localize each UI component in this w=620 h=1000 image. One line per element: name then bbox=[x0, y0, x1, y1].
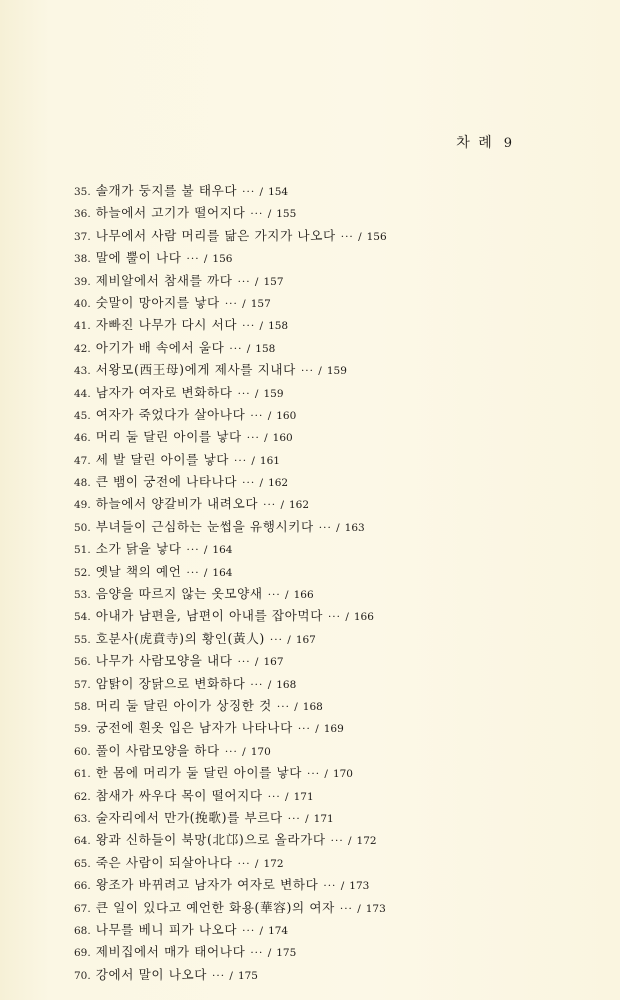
entry-title: 술자리에서 만가(挽歌)를 부르다 bbox=[95, 809, 283, 825]
entry-page: 175 bbox=[237, 969, 258, 982]
entry-number: 66. bbox=[74, 880, 91, 893]
entry-number: 41. bbox=[74, 320, 91, 333]
entry-leader: ··· / bbox=[242, 477, 265, 490]
toc-entry bbox=[74, 628, 544, 650]
toc-entry bbox=[74, 359, 544, 381]
entry-page: 158 bbox=[255, 342, 276, 355]
entry-page: 175 bbox=[276, 947, 297, 960]
entry-title: 참새가 싸우다 목이 떨어지다 bbox=[95, 787, 263, 803]
entry-number: 50. bbox=[74, 521, 91, 534]
toc-entry bbox=[74, 897, 544, 919]
toc-entry bbox=[74, 426, 544, 448]
entry-title: 하늘에서 고기가 떨어지다 bbox=[95, 205, 246, 221]
entry-number: 63. bbox=[74, 812, 91, 825]
entry-page: 164 bbox=[212, 544, 233, 557]
entry-title: 궁전에 흰옷 입은 남자가 나타나다 bbox=[95, 720, 293, 736]
entry-number: 42. bbox=[74, 342, 91, 355]
entry-page: 167 bbox=[295, 633, 316, 646]
toc-entry bbox=[74, 493, 544, 515]
toc-entry bbox=[74, 762, 544, 784]
entry-number: 49. bbox=[74, 499, 91, 512]
entry-leader: ··· / bbox=[237, 656, 260, 669]
toc-entry bbox=[74, 516, 544, 538]
entry-number: 40. bbox=[74, 297, 91, 310]
toc-entry bbox=[74, 202, 544, 224]
entry-page: 161 bbox=[259, 454, 280, 467]
entry-leader: ··· / bbox=[246, 432, 269, 445]
entry-page: 158 bbox=[268, 320, 289, 333]
entry-leader: ··· / bbox=[323, 880, 346, 893]
entry-title: 머리 둘 달린 아이를 낳다 bbox=[95, 429, 242, 445]
entry-leader: ··· / bbox=[340, 230, 363, 243]
entry-number: 45. bbox=[74, 409, 91, 422]
toc-entry bbox=[74, 471, 544, 493]
entry-leader: ··· / bbox=[186, 566, 209, 579]
entry-number: 51. bbox=[74, 544, 91, 557]
toc-entry bbox=[74, 337, 544, 359]
entry-leader: ··· / bbox=[300, 365, 323, 378]
toc-entry bbox=[74, 583, 544, 605]
entry-title: 강에서 말이 나오다 bbox=[95, 966, 208, 982]
entry-page: 166 bbox=[353, 611, 374, 624]
toc-entry bbox=[74, 964, 544, 986]
entry-page: 156 bbox=[366, 230, 387, 243]
entry-title: 아내가 남편을, 남편이 아내를 잡아먹다 bbox=[95, 608, 323, 624]
toc-entry bbox=[74, 449, 544, 471]
entry-page: 170 bbox=[332, 768, 353, 781]
entry-page: 168 bbox=[276, 678, 297, 691]
entry-title: 왕조가 바뀌려고 남자가 여자로 변하다 bbox=[95, 877, 319, 893]
entry-title: 큰 일이 있다고 예언한 화용(華容)의 여자 bbox=[95, 899, 335, 915]
entry-number: 56. bbox=[74, 656, 91, 669]
entry-title: 세 발 달린 아이를 낳다 bbox=[95, 451, 230, 467]
entry-leader: ··· / bbox=[234, 454, 256, 467]
entry-title: 솔개가 둥지를 불 태우다 bbox=[95, 183, 238, 198]
entry-leader: ··· / bbox=[307, 768, 329, 781]
entry-title: 하늘에서 양갈비가 내려오다 bbox=[95, 496, 259, 512]
entry-number: 35. bbox=[74, 186, 91, 198]
entry-number: 61. bbox=[74, 768, 91, 781]
entry-page: 160 bbox=[272, 432, 293, 445]
entry-title: 죽은 사람이 되살아나다 bbox=[95, 854, 233, 870]
entry-leader: ··· / bbox=[263, 499, 285, 512]
entry-page: 162 bbox=[289, 499, 310, 512]
entry-leader: ··· / bbox=[237, 387, 260, 400]
toc-entry bbox=[74, 852, 544, 874]
entry-number: 53. bbox=[74, 589, 91, 602]
entry-number: 54. bbox=[74, 611, 91, 624]
entry-title: 나무에서 사람 머리를 닮은 가지가 나오다 bbox=[95, 227, 336, 243]
entry-title: 나무를 베니 피가 나오다 bbox=[95, 921, 238, 937]
entry-leader: ··· / bbox=[276, 700, 299, 713]
toc-entry bbox=[74, 247, 544, 269]
toc-entry bbox=[74, 785, 544, 807]
entry-title: 나무가 사람모양을 내다 bbox=[95, 653, 233, 669]
entry-page: 173 bbox=[365, 902, 386, 915]
entry-leader: ··· / bbox=[224, 745, 247, 758]
entry-number: 70. bbox=[74, 969, 91, 982]
entry-number: 39. bbox=[74, 275, 91, 288]
entry-number: 36. bbox=[74, 208, 91, 221]
entry-title: 자빠진 나무가 다시 서다 bbox=[95, 317, 238, 333]
header-label: 차 례 bbox=[456, 135, 494, 151]
entry-title: 음양을 따르지 않는 옷모양새 bbox=[95, 586, 263, 602]
entry-number: 52. bbox=[74, 566, 91, 579]
entry-page: 160 bbox=[276, 409, 297, 422]
toc-entry bbox=[74, 673, 544, 695]
entry-page: 171 bbox=[313, 812, 334, 825]
entry-number: 65. bbox=[74, 857, 91, 870]
entry-number: 46. bbox=[74, 432, 91, 445]
entry-page: 168 bbox=[302, 700, 323, 713]
entry-page: 169 bbox=[323, 723, 344, 736]
entry-number: 47. bbox=[74, 454, 91, 467]
toc-entry bbox=[74, 941, 544, 963]
entry-number: 44. bbox=[74, 387, 91, 400]
entry-leader: ··· / bbox=[287, 812, 310, 825]
entry-leader: ··· / bbox=[186, 544, 209, 557]
entry-page: 163 bbox=[344, 521, 365, 534]
entry-number: 38. bbox=[74, 253, 91, 266]
entry-number: 62. bbox=[74, 790, 91, 803]
entry-leader: ··· / bbox=[212, 969, 234, 982]
page-number: 9 bbox=[503, 136, 512, 151]
entry-number: 43. bbox=[74, 365, 91, 378]
entry-title: 호분사(虎賁寺)의 황인(黃人) bbox=[95, 630, 265, 646]
entry-title: 숫말이 망아지를 낳다 bbox=[95, 294, 220, 310]
entry-number: 55. bbox=[74, 633, 91, 646]
entry-title: 말에 뿔이 나다 bbox=[95, 250, 182, 266]
entry-title: 제비알에서 참새를 까다 bbox=[95, 272, 233, 288]
entry-leader: ··· / bbox=[250, 678, 273, 691]
entry-title: 제비집에서 매가 태어나다 bbox=[95, 944, 246, 960]
entry-leader: ··· / bbox=[237, 275, 260, 288]
entry-title: 왕과 신하들이 북망(北邙)으로 올라가다 bbox=[95, 832, 326, 848]
running-header bbox=[456, 132, 512, 152]
entry-page: 155 bbox=[276, 208, 297, 221]
toc-entry bbox=[74, 314, 544, 336]
toc-entry bbox=[74, 561, 544, 583]
entry-leader: ··· / bbox=[242, 320, 265, 333]
entry-leader: ··· / bbox=[250, 409, 273, 422]
entry-page: 174 bbox=[268, 924, 289, 937]
entry-number: 59. bbox=[74, 723, 91, 736]
toc-entry bbox=[74, 874, 544, 896]
entry-page: 173 bbox=[349, 880, 370, 893]
toc-entry bbox=[74, 740, 544, 762]
toc-entry bbox=[74, 650, 544, 672]
toc-entry bbox=[74, 382, 544, 404]
toc-entry bbox=[74, 225, 544, 247]
entry-title: 머리 둘 달린 아이가 상징한 것 bbox=[95, 697, 272, 713]
entry-number: 69. bbox=[74, 947, 91, 960]
entry-title: 한 몸에 머리가 둘 달린 아이를 낳다 bbox=[95, 765, 303, 781]
entry-leader: ··· / bbox=[242, 186, 265, 198]
entry-page: 157 bbox=[250, 297, 271, 310]
entry-leader: ··· / bbox=[267, 589, 290, 602]
entry-leader: ··· / bbox=[242, 924, 265, 937]
entry-number: 58. bbox=[74, 700, 91, 713]
entry-page: 172 bbox=[263, 857, 284, 870]
entry-page: 159 bbox=[263, 387, 284, 400]
entry-title: 풀이 사람모양을 하다 bbox=[95, 742, 220, 758]
entry-leader: ··· / bbox=[339, 902, 362, 915]
toc-entry bbox=[74, 919, 544, 941]
entry-page: 154 bbox=[268, 186, 289, 198]
entry-page: 156 bbox=[212, 253, 233, 266]
entry-number: 64. bbox=[74, 835, 91, 848]
entry-leader: ··· / bbox=[224, 297, 247, 310]
entry-title: 옛날 책의 예언 bbox=[95, 563, 182, 579]
entry-number: 57. bbox=[74, 678, 91, 691]
entry-number: 37. bbox=[74, 230, 91, 243]
entry-title: 소가 닭을 낳다 bbox=[95, 541, 182, 557]
entry-page: 162 bbox=[268, 477, 289, 490]
entry-page: 171 bbox=[293, 790, 314, 803]
entry-page: 159 bbox=[326, 365, 347, 378]
entry-leader: ··· / bbox=[186, 253, 209, 266]
toc-entry bbox=[74, 180, 544, 202]
entry-number: 48. bbox=[74, 477, 91, 490]
entry-title: 큰 뱀이 궁전에 나타나다 bbox=[95, 474, 238, 490]
entry-title: 부녀들이 근심하는 눈썹을 유행시키다 bbox=[95, 518, 314, 534]
entry-page: 170 bbox=[250, 745, 271, 758]
entry-title: 여자가 죽었다가 살아나다 bbox=[95, 406, 246, 422]
table-of-contents bbox=[74, 180, 544, 986]
entry-number: 67. bbox=[74, 902, 91, 915]
entry-leader: ··· / bbox=[229, 342, 252, 355]
entry-number: 60. bbox=[74, 745, 91, 758]
entry-leader: ··· / bbox=[269, 633, 292, 646]
entry-number: 68. bbox=[74, 924, 91, 937]
entry-title: 아기가 배 속에서 울다 bbox=[95, 339, 225, 355]
entry-leader: ··· / bbox=[267, 790, 290, 803]
entry-page: 164 bbox=[212, 566, 233, 579]
toc-entry bbox=[74, 270, 544, 292]
entry-leader: ··· / bbox=[250, 947, 273, 960]
entry-page: 157 bbox=[263, 275, 284, 288]
entry-leader: ··· / bbox=[318, 521, 341, 534]
toc-entry bbox=[74, 404, 544, 426]
entry-leader: ··· / bbox=[297, 723, 320, 736]
entry-page: 172 bbox=[356, 835, 377, 848]
entry-title: 서왕모(西王母)에게 제사를 지내다 bbox=[95, 362, 296, 378]
entry-title: 남자가 여자로 변화하다 bbox=[95, 384, 233, 400]
entry-leader: ··· / bbox=[250, 208, 273, 221]
toc-entry bbox=[74, 807, 544, 829]
toc-entry bbox=[74, 717, 544, 739]
toc-entry bbox=[74, 292, 544, 314]
toc-entry bbox=[74, 538, 544, 560]
toc-entry bbox=[74, 695, 544, 717]
entry-page: 167 bbox=[263, 656, 284, 669]
entry-page: 166 bbox=[293, 589, 314, 602]
entry-leader: ··· / bbox=[330, 835, 353, 848]
entry-leader: ··· / bbox=[237, 857, 260, 870]
entry-leader: ··· / bbox=[327, 611, 350, 624]
toc-entry bbox=[74, 829, 544, 851]
entry-title: 암탉이 장닭으로 변화하다 bbox=[95, 675, 246, 691]
toc-entry bbox=[74, 605, 544, 627]
